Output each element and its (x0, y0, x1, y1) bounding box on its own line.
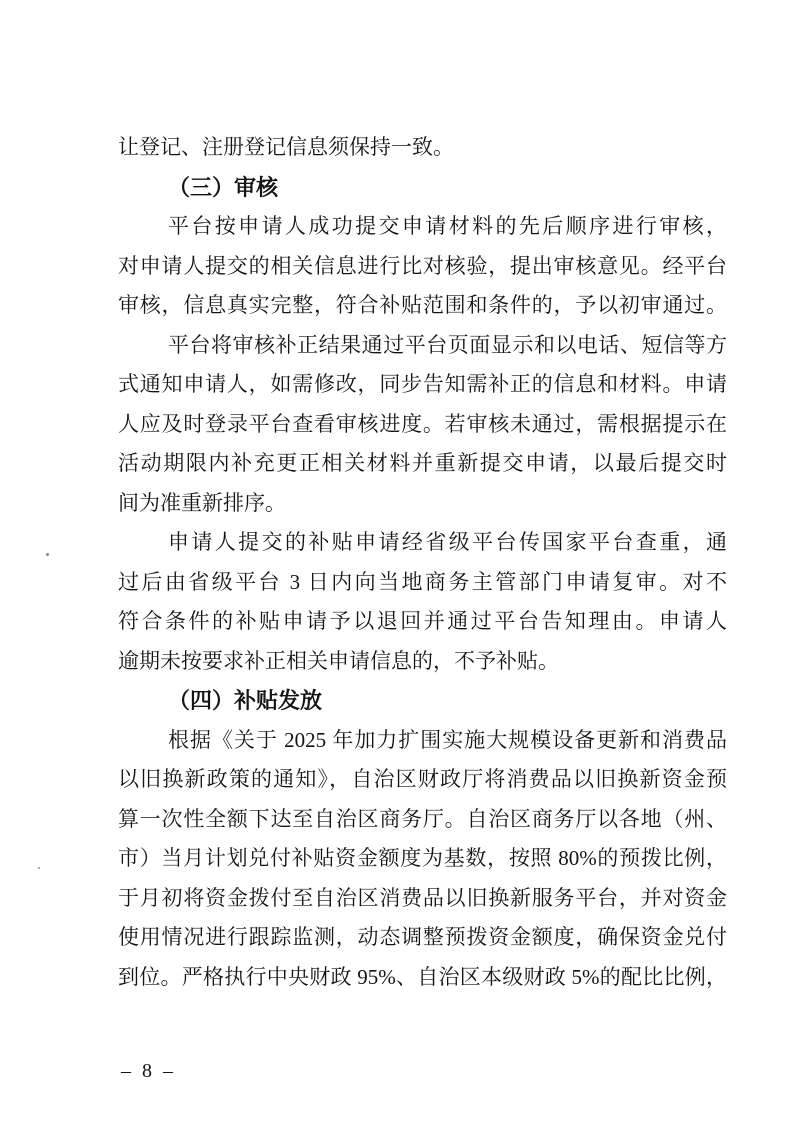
text-line: 申请人提交的补贴申请经省级平台传国家平台查重，通 (168, 530, 727, 554)
heading-review: （三）审核 (168, 174, 279, 200)
document-body (118, 128, 727, 997)
text-line: 算一次性全额下达至自治区商务厅。自治区商务厅以各地（州、 (118, 806, 727, 831)
text-line: 活动期限内补充更正相关材料并重新提交申请，以最后提交时 (118, 451, 727, 475)
scan-speck (46, 553, 49, 556)
text-line: 式通知申请人，如需修改，同步告知需补正的信息和材料。申请 (118, 372, 727, 396)
heading-subsidy-disbursement: （四）补贴发放 (168, 688, 323, 713)
text-line: 到位。严格执行中央财政 95%、自治区本级财政 5%的配比比例， (118, 964, 727, 989)
text-line: 根据《关于 2025 年加力扩围实施大规模设备更新和消费品 (168, 727, 727, 752)
text-line: 市）当月计划兑付补贴资金额度为基数，按照 80%的预拨比例， (118, 846, 727, 870)
text-line: 审核，信息真实完整，符合补贴范围和条件的，予以初审通过。 (118, 293, 727, 317)
text-line: 对申请人提交的相关信息进行比对核验，提出审核意见。经平台 (118, 253, 727, 278)
text-line: 以旧换新政策的通知》，自治区财政厅将消费品以旧换新资金预 (118, 767, 727, 791)
text-line: 人应及时登录平台查看审核进度。若审核未通过，需根据提示在 (118, 411, 727, 436)
text-line: 过后由省级平台 3 日内向当地商务主管部门申请复审。对不 (118, 569, 727, 594)
text-line: 平台将审核补正结果通过平台页面显示和以电话、短信等方 (168, 332, 727, 357)
text-line: 逾期未按要求补正相关申请信息的，不予补贴。 (118, 648, 559, 673)
text-line: 间为准重新排序。 (118, 490, 286, 515)
page-number: – 8 – (121, 1060, 176, 1082)
text-line: 于月初将资金拨付至自治区消费品以旧换新服务平台，并对资金 (118, 885, 727, 910)
text-line: 让登记、注册登记信息须保持一致。 (118, 135, 454, 159)
text-line: 使用情况进行跟踪监测，动态调整预拨资金额度，确保资金兑付 (118, 925, 727, 949)
scan-speck (38, 867, 40, 869)
text-line: 平台按申请人成功提交申请材料的先后顺序进行审核， (168, 214, 727, 238)
text-line: 符合条件的补贴申请予以退回并通过平台告知理由。申请人 (118, 609, 727, 633)
